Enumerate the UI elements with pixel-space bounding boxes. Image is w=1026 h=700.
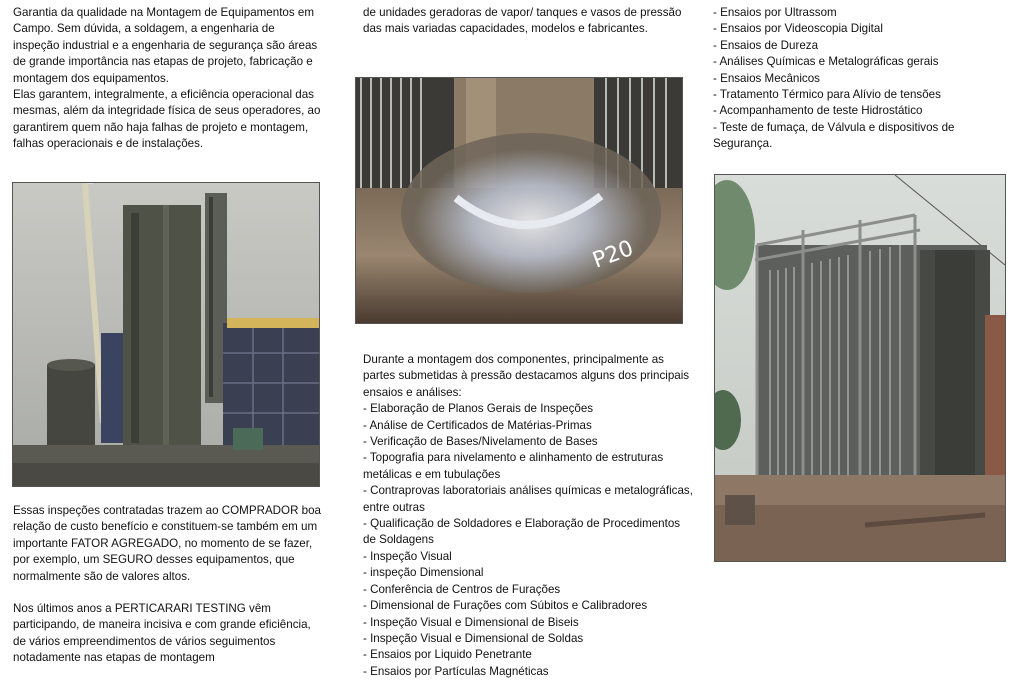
middle-intro: Durante a montagem dos componentes, principalmente as partes submetidas à pressão destacamos alguns dos principais ensaios e análises:: [363, 353, 690, 399]
list-item: - Verificação de Bases/Nivelamento de Bases: [363, 435, 598, 449]
list-item: - Qualificação de Soldadores e Elaboração de Procedimentos de Soldagens: [363, 517, 681, 547]
photo-industrial-plant: [12, 182, 320, 487]
list-item: - Tratamento Térmico para Alívio de tensões: [713, 88, 941, 102]
left-text-bottom: [13, 503, 323, 667]
list-item: - Inspeção Visual e Dimensional de Soldas: [363, 631, 584, 645]
welded-pipe-image: [356, 78, 682, 323]
industrial-plant-image: [13, 183, 319, 486]
photo-welded-pipe: [355, 77, 683, 324]
left-paragraph-4: Nos últimos anos a PERTICARARI TESTING vêm participando, de maneira incisiva e com grande eficiência, de vários empreendimentos de vários seguimentos notadamente nas etapas de montagem: [13, 602, 311, 665]
paragraph-gap: [13, 585, 323, 601]
right-test-list: [713, 5, 1013, 153]
left-paragraph-2: Elas garantem, integralmente, a eficiência operacional das mesmas, além da integridade física de seus operadores, ao garantirem quem não haja falhas de projeto e montagem, falhas operacionais e de instalações.: [13, 88, 321, 151]
list-item: - Ensaios por Partículas Magnéticas: [363, 664, 549, 678]
middle-paragraph-top: de unidades geradoras de vapor/ tanques e vasos de pressão das mais variadas capacidades, modelos e fabricantes.: [363, 6, 682, 36]
list-item: - Inspeção Visual: [363, 549, 452, 563]
list-item: - inspeção Dimensional: [363, 566, 484, 580]
list-item: - Ensaios por Liquido Penetrante: [363, 648, 532, 662]
list-item: - Ensaios por Ultrassom: [713, 6, 837, 19]
boiler-structure-image: [715, 175, 1005, 561]
list-item: - Conferência de Centros de Furações: [363, 582, 561, 596]
list-item: - Teste de fumaça, de Válvula e dispositivos de Segurança.: [713, 120, 955, 151]
list-item: - Ensaios por Videoscopia Digital: [713, 22, 883, 36]
list-item: - Análises Químicas e Metalográficas gerais: [713, 55, 939, 69]
list-item: - Inspeção Visual e Dimensional de Biseis: [363, 615, 579, 629]
list-item: - Acompanhamento de teste Hidrostático: [713, 104, 923, 118]
left-paragraph-1: Garantia da qualidade na Montagem de Equipamentos em Campo. Sem dúvida, a soldagem, a engenharia de inspeção industrial e a engenharia de segurança são áreas de grande importância nas etapas de projeto, fabricação e montagem dos equipamentos.: [13, 6, 318, 85]
middle-test-list: [363, 401, 693, 680]
list-item: - Contraprovas laboratoriais análises químicas e metalográficas, entre outras: [363, 484, 693, 514]
list-item: - Ensaios Mecânicos: [713, 71, 820, 85]
list-item: - Topografia para nivelamento e alinhamento de estruturas metálicas e em tubulações: [363, 451, 664, 481]
left-paragraph-3: Essas inspeções contratadas trazem ao COMPRADOR boa relação de custo benefício e constituem-se também em um importante FATOR AGREGADO, no momento de se fazer, por exemplo, um SEGURO desses equipamentos, que normalmente são de valores altos.: [13, 504, 322, 583]
list-item: - Ensaios de Dureza: [713, 38, 819, 52]
left-text-top: [13, 5, 323, 153]
photo-marking-text: P20: [589, 236, 637, 274]
list-item: - Elaboração de Planos Gerais de Inspeções: [363, 402, 594, 416]
middle-text-bottom: [363, 352, 693, 680]
middle-text-top: [363, 5, 683, 38]
list-item: - Dimensional de Furações com Súbitos e Calibradores: [363, 599, 648, 613]
list-item: - Análise de Certificados de Matérias-Primas: [363, 418, 592, 432]
right-text-top: [713, 5, 1013, 153]
photo-boiler-structure: [714, 174, 1006, 562]
